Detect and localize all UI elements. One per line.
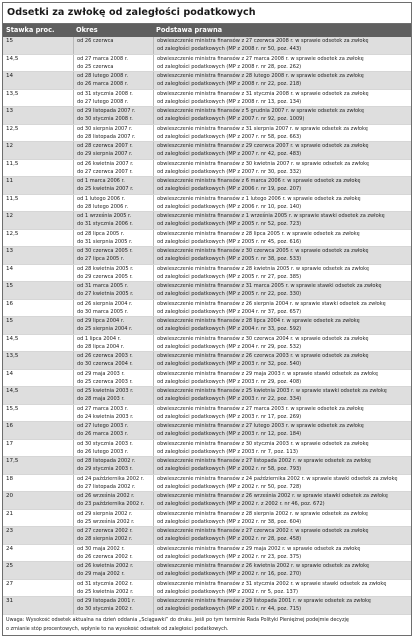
legal-basis-line: od zaległości podatkowych (MP z 2008 r. nr 22, poz. 218) [157,81,302,88]
table-row [3,107,411,125]
period-line: od 27 marca 2008 r. [77,55,129,62]
period-cell [73,160,153,177]
rate-cell: 14 [6,73,14,80]
legal-basis-line: od zaległości podatkowych (MP z 2008 r. nr 13, poz. 134) [157,98,302,105]
rate-cell: 13 [6,248,14,255]
table-row [3,265,411,283]
rate-cell: 14,5 [6,335,19,342]
legal-basis-line: od zaległości podatkowych (MP z 2007 r. nr 30, poz. 332) [157,168,302,175]
legal-basis-cell [153,230,411,247]
legal-basis-line: od zaległości podatkowych (MP z 2002 r. nr 58, poz. 793) [157,466,302,473]
period-line: od 31 stycznia 2008 r. [77,90,133,97]
rate-cell: 21 [6,510,14,517]
legal-basis-line: od zaległości podatkowych (MP z 2004 r. nr 33, poz. 592) [157,326,302,333]
legal-basis-line: od zaległości podatkowych (MP z 2004 r. nr 29, poz. 532) [157,343,302,350]
period-cell [73,317,153,334]
legal-basis-line: obwieszczenie ministra finansów z 27 listopada 2002 r. w sprawie odsetek za zwłokę [157,458,371,464]
table-row [3,90,411,108]
legal-basis-line: obwieszczenie ministra finansów z 29 czerwca 2007 r. w sprawie odsetek za zwłokę [157,143,369,149]
legal-basis-line: od zaległości podatkowych (MP z 2006 r. nr 10, poz. 140) [157,203,302,210]
rate-cell: 12 [6,143,14,150]
period-line: od 25 kwietnia 2003 r. [77,388,134,394]
legal-basis-cell [153,300,411,317]
legal-basis-cell [153,265,411,282]
period-line: od 30 stycznia 2003 r. [77,440,133,447]
rate-cell: 18 [6,475,14,482]
rate-cell: 16 [6,423,14,430]
period-line: do 25 kwietnia 2007 r. [77,186,134,193]
period-cell [73,597,153,614]
period-cell [73,230,153,247]
table-header [3,24,411,37]
period-line: od 28 lutego 2008 r. [77,73,129,79]
rate-cell: 12,5 [6,125,19,132]
legal-basis-line: obwieszczenie ministra finansów z 1 września 2005 r. w sprawie stawki odsetek za zwłokę [157,213,385,219]
legal-basis-cell [153,492,411,509]
legal-basis-line: od zaległości podatkowych (MP z 2005 r. nr 22, poz. 330) [157,291,302,298]
period-cell [73,492,153,509]
rate-cell: 24 [6,545,14,552]
legal-basis-line: od zaległości podatkowych (MP z 2003 r. nr 12, poz. 184) [157,431,302,438]
period-line: od 1 lutego 2006 r. [77,195,125,202]
table-body [3,37,411,615]
table-row [3,212,411,230]
period-cell [73,125,153,142]
table-row [3,370,411,388]
table-row [3,195,411,213]
period-cell [73,387,153,404]
period-line: do 28 listopada 2007 r. [77,133,136,140]
legal-basis-line: od zaległości podatkowych (MP z 2002 r. nr 50, poz. 728) [157,483,302,490]
period-cell [73,282,153,299]
period-line: do 29 czerwca 2005 r. [77,273,133,280]
period-line: do 27 listopada 2002 r. [77,483,136,490]
table-row [3,72,411,90]
period-line: od 1 marca 2006 r. [77,178,125,184]
period-line: od 26 sierpnia 2004 r. [77,300,133,307]
legal-basis-cell [153,475,411,492]
table-row [3,387,411,405]
legal-basis-line: obwieszczenie ministra finansów z 29 maja 2003 r. w sprawie stawki odsetek za zwłokę [157,370,379,377]
period-cell [73,562,153,579]
table-row [3,125,411,143]
legal-basis-line: obwieszczenie ministra finansów z 26 września 2002 r. w sprawie stawki odsetek za zwłokę [157,493,388,499]
period-line: do 27 lipca 2005 r. [77,256,125,263]
legal-basis-line: obwieszczenie ministra finansów z 29 listopada 2001 r. w sprawie odsetek za zwłokę [157,598,371,604]
legal-basis-line: od zaległości podatkowych (MP z 2002 r. nr 38, poz. 604) [157,518,302,525]
period-cell [73,440,153,457]
table-row [3,405,411,423]
table-row [3,55,411,73]
legal-basis-line: od zaległości podatkowych (MP z 2003 r. nr 17, poz. 269) [157,413,302,420]
legal-basis-cell [153,247,411,264]
rate-cell: 11 [6,178,14,185]
legal-basis-line: od zaległości podatkowych (MP z 2003 r. nr 32, poz. 540) [157,361,302,368]
period-line: do 25 sierpnia 2004 r. [77,326,133,333]
legal-basis-line: obwieszczenie ministra finansów z 30 czerwca 2005 r. w sprawie odsetek za zwłokę [157,248,369,254]
period-line: od 26 kwietnia 2007 r. [77,160,134,167]
period-line: od 31 stycznia 2002 r. [77,580,133,587]
rate-cell: 12 [6,213,14,220]
legal-basis-cell [153,125,411,142]
legal-basis-line: od zaległości podatkowych (MP z 2005 r. nr 52, poz. 723) [157,221,302,228]
period-line: do 28 lipca 2004 r. [77,343,125,350]
period-line: od 31 marca 2005 r. [77,283,129,289]
table-row [3,457,411,475]
period-line: od 29 listopada 2001 r. [77,598,136,604]
period-line: do 29 stycznia 2003 r. [77,466,133,473]
legal-basis-cell [153,352,411,369]
legal-basis-line: od zaległości podatkowych (MP z 2003 r. nr 22, poz. 334) [157,396,302,403]
period-line: do 27 lutego 2008 r. [77,98,129,105]
table-row [3,177,411,195]
period-cell [73,300,153,317]
period-line: do 25 kwietnia 2002 r. [77,588,134,595]
rate-cell: 17,5 [6,458,19,465]
period-line: do 23 października 2002 r. [77,501,145,508]
legal-basis-cell [153,90,411,107]
rate-cell: 14 [6,370,14,377]
rate-cell: 15 [6,283,14,290]
rate-cell: 14,5 [6,388,19,395]
legal-basis-line: obwieszczenie ministra finansów z 28 lutego 2008 r. w sprawie odsetek za zwłokę [157,73,364,79]
rate-cell: 14 [6,265,14,272]
rate-cell: 13,5 [6,353,19,360]
period-line: do 25 czerwca 2003 r. [77,378,133,385]
period-line: do 30 stycznia 2008 r. [77,116,133,123]
legal-basis-line: obwieszczenie ministra finansów z 30 czerwca 2004 r. w sprawie odsetek za zwłokę [157,335,369,342]
legal-basis-line: obwieszczenie ministra finansów z 31 sierpnia 2007 r. w sprawie odsetek za zwłokę [157,125,369,132]
legal-basis-cell [153,212,411,229]
legal-basis-cell [153,177,411,194]
table-row [3,562,411,580]
period-line: do 30 marca 2005 r. [77,308,129,315]
legal-basis-line: od zaległości podatkowych (MP z 2007 r. nr 42, poz. 483) [157,151,302,158]
legal-basis-line: obwieszczenie ministra finansów z 27 marca 2003 r. w sprawie odsetek za zwłokę [157,405,364,412]
period-cell [73,195,153,212]
legal-basis-line: obwieszczenie ministra finansów z 27 czerwca 2008 r. w sprawie odsetek za zwłokę [157,38,369,44]
rate-cell: 20 [6,493,14,500]
header-legal-basis: Podstawa prawna [156,26,223,34]
legal-basis-line: od zaległości podatkowych (MP z 2006 r. nr 19, poz. 207) [157,186,302,193]
period-line: od 28 listopada 2002 r. [77,458,136,464]
period-line: od 30 czerwca 2005 r. [77,248,133,254]
header-period: Okres [76,26,98,34]
legal-basis-line: obwieszczenie ministra finansów z 1 lutego 2006 r. w sprawie odsetek za zwłokę [157,195,361,202]
period-cell [73,527,153,544]
period-line: od 28 czerwca 2007 r. [77,143,133,149]
period-line: od 28 lipca 2005 r. [77,230,125,237]
table-row [3,527,411,545]
legal-basis-line: obwieszczenie ministra finansów z 31 stycznia 2002 r. w sprawie stawki odsetek za zwłokę [157,580,387,587]
period-line: do 26 czerwca 2002 r. [77,553,133,560]
period-cell [73,370,153,387]
period-line: do 27 czerwca 2007 r. [77,168,133,175]
period-line: od 26 czerwca 2003 r. [77,353,133,359]
legal-basis-line: od zaległości podatkowych (MP z 2001 r. nr 44, poz. 715) [157,606,302,613]
table-row [3,545,411,563]
legal-basis-line: obwieszczenie ministra finansów z 31 stycznia 2008 r. w sprawie odsetek za zwłokę [157,90,369,97]
legal-basis-cell [153,597,411,614]
legal-basis-line: od zaległości podatkowych (MP z 2002 r. z 2002 r. nr 46, poz. 672) [157,501,325,508]
legal-basis-line: obwieszczenie ministra finansów z 26 czerwca 2003 r. w sprawie odsetek za zwłokę [157,353,369,359]
legal-basis-cell [153,405,411,422]
legal-basis-cell [153,370,411,387]
table-row [3,317,411,335]
period-line: do 26 lutego 2003 r. [77,448,129,455]
period-cell [73,247,153,264]
legal-basis-line: obwieszczenie ministra finansów z 31 marca 2005 r. w sprawie stawki odsetek za zwłokę [157,283,382,289]
period-line: do 28 sierpnia 2002 r. [77,536,133,543]
legal-basis-line: obwieszczenie ministra finansów z 24 października 2002 r. w sprawie stawki odsetek za zwłokę [157,475,398,482]
rate-cell: 14,5 [6,55,19,62]
legal-basis-line: od zaległości podatkowych (MP z 2005 r. nr 27, poz. 385) [157,273,302,280]
period-cell [73,107,153,124]
period-line: od 30 maja 2002 r. [77,545,125,552]
rate-cell: 27 [6,580,14,587]
table-row [3,142,411,160]
rate-cell: 13,5 [6,90,19,97]
period-cell [73,90,153,107]
period-line: do 26 marca 2008 r. [77,81,129,88]
period-line: do 29 maja 2002 r. [77,571,125,578]
legal-basis-line: obwieszczenie ministra finansów z 25 kwietnia 2003 r. w sprawie stawki odsetek za zwłokę [157,388,387,394]
legal-basis-line: obwieszczenie ministra finansów z 26 sierpnia 2004 r. w sprawie stawki odsetek za zwłokę [157,300,386,307]
rate-cell: 16 [6,300,14,307]
legal-basis-line: od zaległości podatkowych (MP z 2005 r. nr 45, poz. 616) [157,238,302,245]
period-line: od 27 czerwca 2002 r. [77,528,133,534]
period-cell [73,265,153,282]
legal-basis-line: od zaległości podatkowych (MP z 2004 r. nr 37, poz. 657) [157,308,302,315]
legal-basis-cell [153,562,411,579]
footnote-line: Uwaga: Wysokość odsetek aktualna na dzień oddania „Ściągawki” do druku. Jeśli po tym terminie Rada Polityki Pieniężnej podejmie decyzję [6,617,349,624]
table-row [3,282,411,300]
period-cell [73,335,153,352]
rate-cell: 31 [6,598,14,605]
period-line: od 30 sierpnia 2007 r. [77,125,133,132]
legal-basis-line: od zaległości podatkowych (MP z 2003 r. nr 29, poz. 408) [157,378,302,385]
period-line: od 29 sierpnia 2002 r. [77,510,133,517]
rate-cell: 13 [6,108,14,115]
period-line: od 26 czerwca [77,38,114,44]
legal-basis-line: obwieszczenie ministra finansów z 28 lipca 2005 r. w sprawie odsetek za zwłokę [157,230,360,237]
legal-basis-line: obwieszczenie ministra finansów z 28 kwietnia 2005 r. w sprawie odsetek za zwłokę [157,265,370,272]
legal-basis-cell [153,107,411,124]
legal-basis-line: od zaległości podatkowych (MP z 2007 r. nr 92, poz. 1009) [157,116,305,123]
rate-cell: 15,5 [6,405,19,412]
legal-basis-line: od zaległości podatkowych (MP z 2007 r. nr 58, poz. 663) [157,133,302,140]
period-cell [73,545,153,562]
period-line: od 27 marca 2003 r. [77,405,129,412]
table-row [3,300,411,318]
period-cell [73,37,153,54]
period-cell [73,580,153,597]
period-line: do 28 maja 2003 r. [77,396,125,403]
legal-basis-cell [153,335,411,352]
period-line: do 31 stycznia 2006 r. [77,221,133,228]
table-row [3,160,411,178]
table-row [3,352,411,370]
table-row [3,422,411,440]
legal-basis-line: od zaległości podatkowych (MP z 2002 r. nr 5, poz. 137) [157,588,298,595]
rate-cell: 12,5 [6,230,19,237]
period-line: do 30 czerwca 2004 r. [77,361,133,368]
legal-basis-line: od zaległości podatkowych (MP z 2008 r. nr 28, poz. 262) [157,63,302,70]
legal-basis-cell [153,37,411,54]
legal-basis-cell [153,580,411,597]
legal-basis-cell [153,195,411,212]
table-row [3,230,411,248]
legal-basis-cell [153,545,411,562]
rate-cell: 25 [6,563,14,570]
period-cell [73,142,153,159]
legal-basis-cell [153,440,411,457]
legal-basis-line: obwieszczenie ministra finansów z 26 kwietnia 2002 r. w sprawie odsetek za zwłokę [157,563,370,569]
table-title: Odsetki za zwłokę od zaległości podatkowych [3,3,411,24]
table-row [3,37,411,55]
legal-basis-line: od zaległości podatkowych (MP z 2008 r. nr 50, poz. 443) [157,46,302,53]
period-line: od 29 maja 2003 r. [77,370,125,377]
legal-basis-line: od zaległości podatkowych (MP z 2002 r. nr 23, poz. 375) [157,553,302,560]
legal-basis-cell [153,387,411,404]
period-line: od 1 lipca 2004 r. [77,335,121,342]
legal-basis-line: obwieszczenie ministra finansów z 27 czerwca 2002 r. w sprawie odsetek za zwłokę [157,528,369,534]
rate-cell: 15 [6,38,14,45]
table-row [3,247,411,265]
period-line: do 29 sierpnia 2007 r. [77,151,133,158]
legal-basis-cell [153,72,411,89]
period-line: od 29 listopada 2007 r. [77,108,136,114]
period-line: do 25 czerwca [77,63,114,70]
period-line: od 26 kwietnia 2002 r. [77,563,134,569]
legal-basis-line: od zaległości podatkowych (MP z 2002 r. nr 16, poz. 270) [157,571,302,578]
legal-basis-line: od zaległości podatkowych (MP z 2005 r. nr 38, poz. 533) [157,256,302,263]
legal-basis-cell [153,317,411,334]
period-line: od 29 lipca 2004 r. [77,318,125,324]
period-cell [73,457,153,474]
rate-cell: 11,5 [6,160,19,167]
period-line: od 28 kwietnia 2005 r. [77,265,134,272]
table-row [3,492,411,510]
legal-basis-line: obwieszczenie ministra finansów z 27 marca 2008 r. w sprawie odsetek za zwłokę [157,55,364,62]
legal-basis-line: obwieszczenie ministra finansów z 30 kwietnia 2007 r. w sprawie odsetek za zwłokę [157,160,370,167]
table-row [3,510,411,528]
legal-basis-cell [153,55,411,72]
table-row [3,580,411,598]
legal-basis-line: obwieszczenie ministra finansów z 6 marca 2006 r. w sprawie odsetek za zwłokę [157,178,361,184]
legal-basis-cell [153,142,411,159]
rate-cell: 11,5 [6,195,19,202]
legal-basis-cell [153,422,411,439]
period-cell [73,212,153,229]
table-row [3,440,411,458]
rate-cell: 23 [6,528,14,535]
period-line: do 25 września 2002 r. [77,518,135,525]
period-cell [73,422,153,439]
period-cell [73,475,153,492]
period-line: do 24 kwietnia 2003 r. [77,413,134,420]
period-cell [73,510,153,527]
period-line: od 27 lutego 2003 r. [77,423,129,429]
legal-basis-line: od zaległości podatkowych (MP z 2002 r. nr 28, poz. 458) [157,536,302,543]
legal-basis-cell [153,510,411,527]
period-cell [73,177,153,194]
rate-cell: 15 [6,318,14,325]
period-line: do 28 lutego 2006 r. [77,203,129,210]
table-row [3,335,411,353]
period-line: do 27 kwietnia 2005 r. [77,291,134,298]
period-line: od 24 października 2002 r. [77,475,145,482]
footnote-line: o zmianie stóp procentowych, wpłynie to na wysokość odsetek od zaległości podatkowych. [6,625,229,632]
period-cell [73,405,153,422]
period-line: do 31 sierpnia 2005 r. [77,238,133,245]
period-line: od 1 września 2005 r. [77,213,132,219]
period-line: do 30 stycznia 2002 r. [77,606,133,613]
legal-basis-cell [153,282,411,299]
legal-basis-line: od zaległości podatkowych (MP z 2003 r. nr 7, poz. 113) [157,448,298,455]
legal-basis-line: obwieszczenie ministra finansów z 30 stycznia 2003 r. w sprawie odsetek za zwłokę [157,440,369,447]
header-rate: Stawka proc. [6,26,55,34]
legal-basis-line: obwieszczenie ministra finansów z 28 sierpnia 2002 r. w sprawie odsetek za zwłokę [157,510,369,517]
legal-basis-line: obwieszczenie ministra finansów z 29 maja 2002 r. w sprawie odsetek za zwłokę [157,545,361,552]
period-line [77,45,153,53]
table-row [3,475,411,493]
legal-basis-cell [153,527,411,544]
period-cell [73,55,153,72]
period-cell [73,72,153,89]
period-line: do 26 marca 2003 r. [77,431,129,438]
table-row [3,597,411,615]
legal-basis-cell [153,457,411,474]
interest-rates-table-panel [2,2,412,636]
legal-basis-cell [153,160,411,177]
footnote [6,617,408,634]
period-cell [73,352,153,369]
rate-cell: 17 [6,440,14,447]
legal-basis-line: obwieszczenie ministra finansów z 5 grudnia 2007 r. w sprawie odsetek za zwłokę [157,108,365,114]
legal-basis-line: obwieszczenie ministra finansów z 28 lipca 2004 r. w sprawie odsetek za zwłokę [157,318,360,324]
period-line: od 26 września 2002 r. [77,493,135,499]
legal-basis-line: obwieszczenie ministra finansów z 27 lutego 2003 r. w sprawie odsetek za zwłokę [157,423,364,429]
